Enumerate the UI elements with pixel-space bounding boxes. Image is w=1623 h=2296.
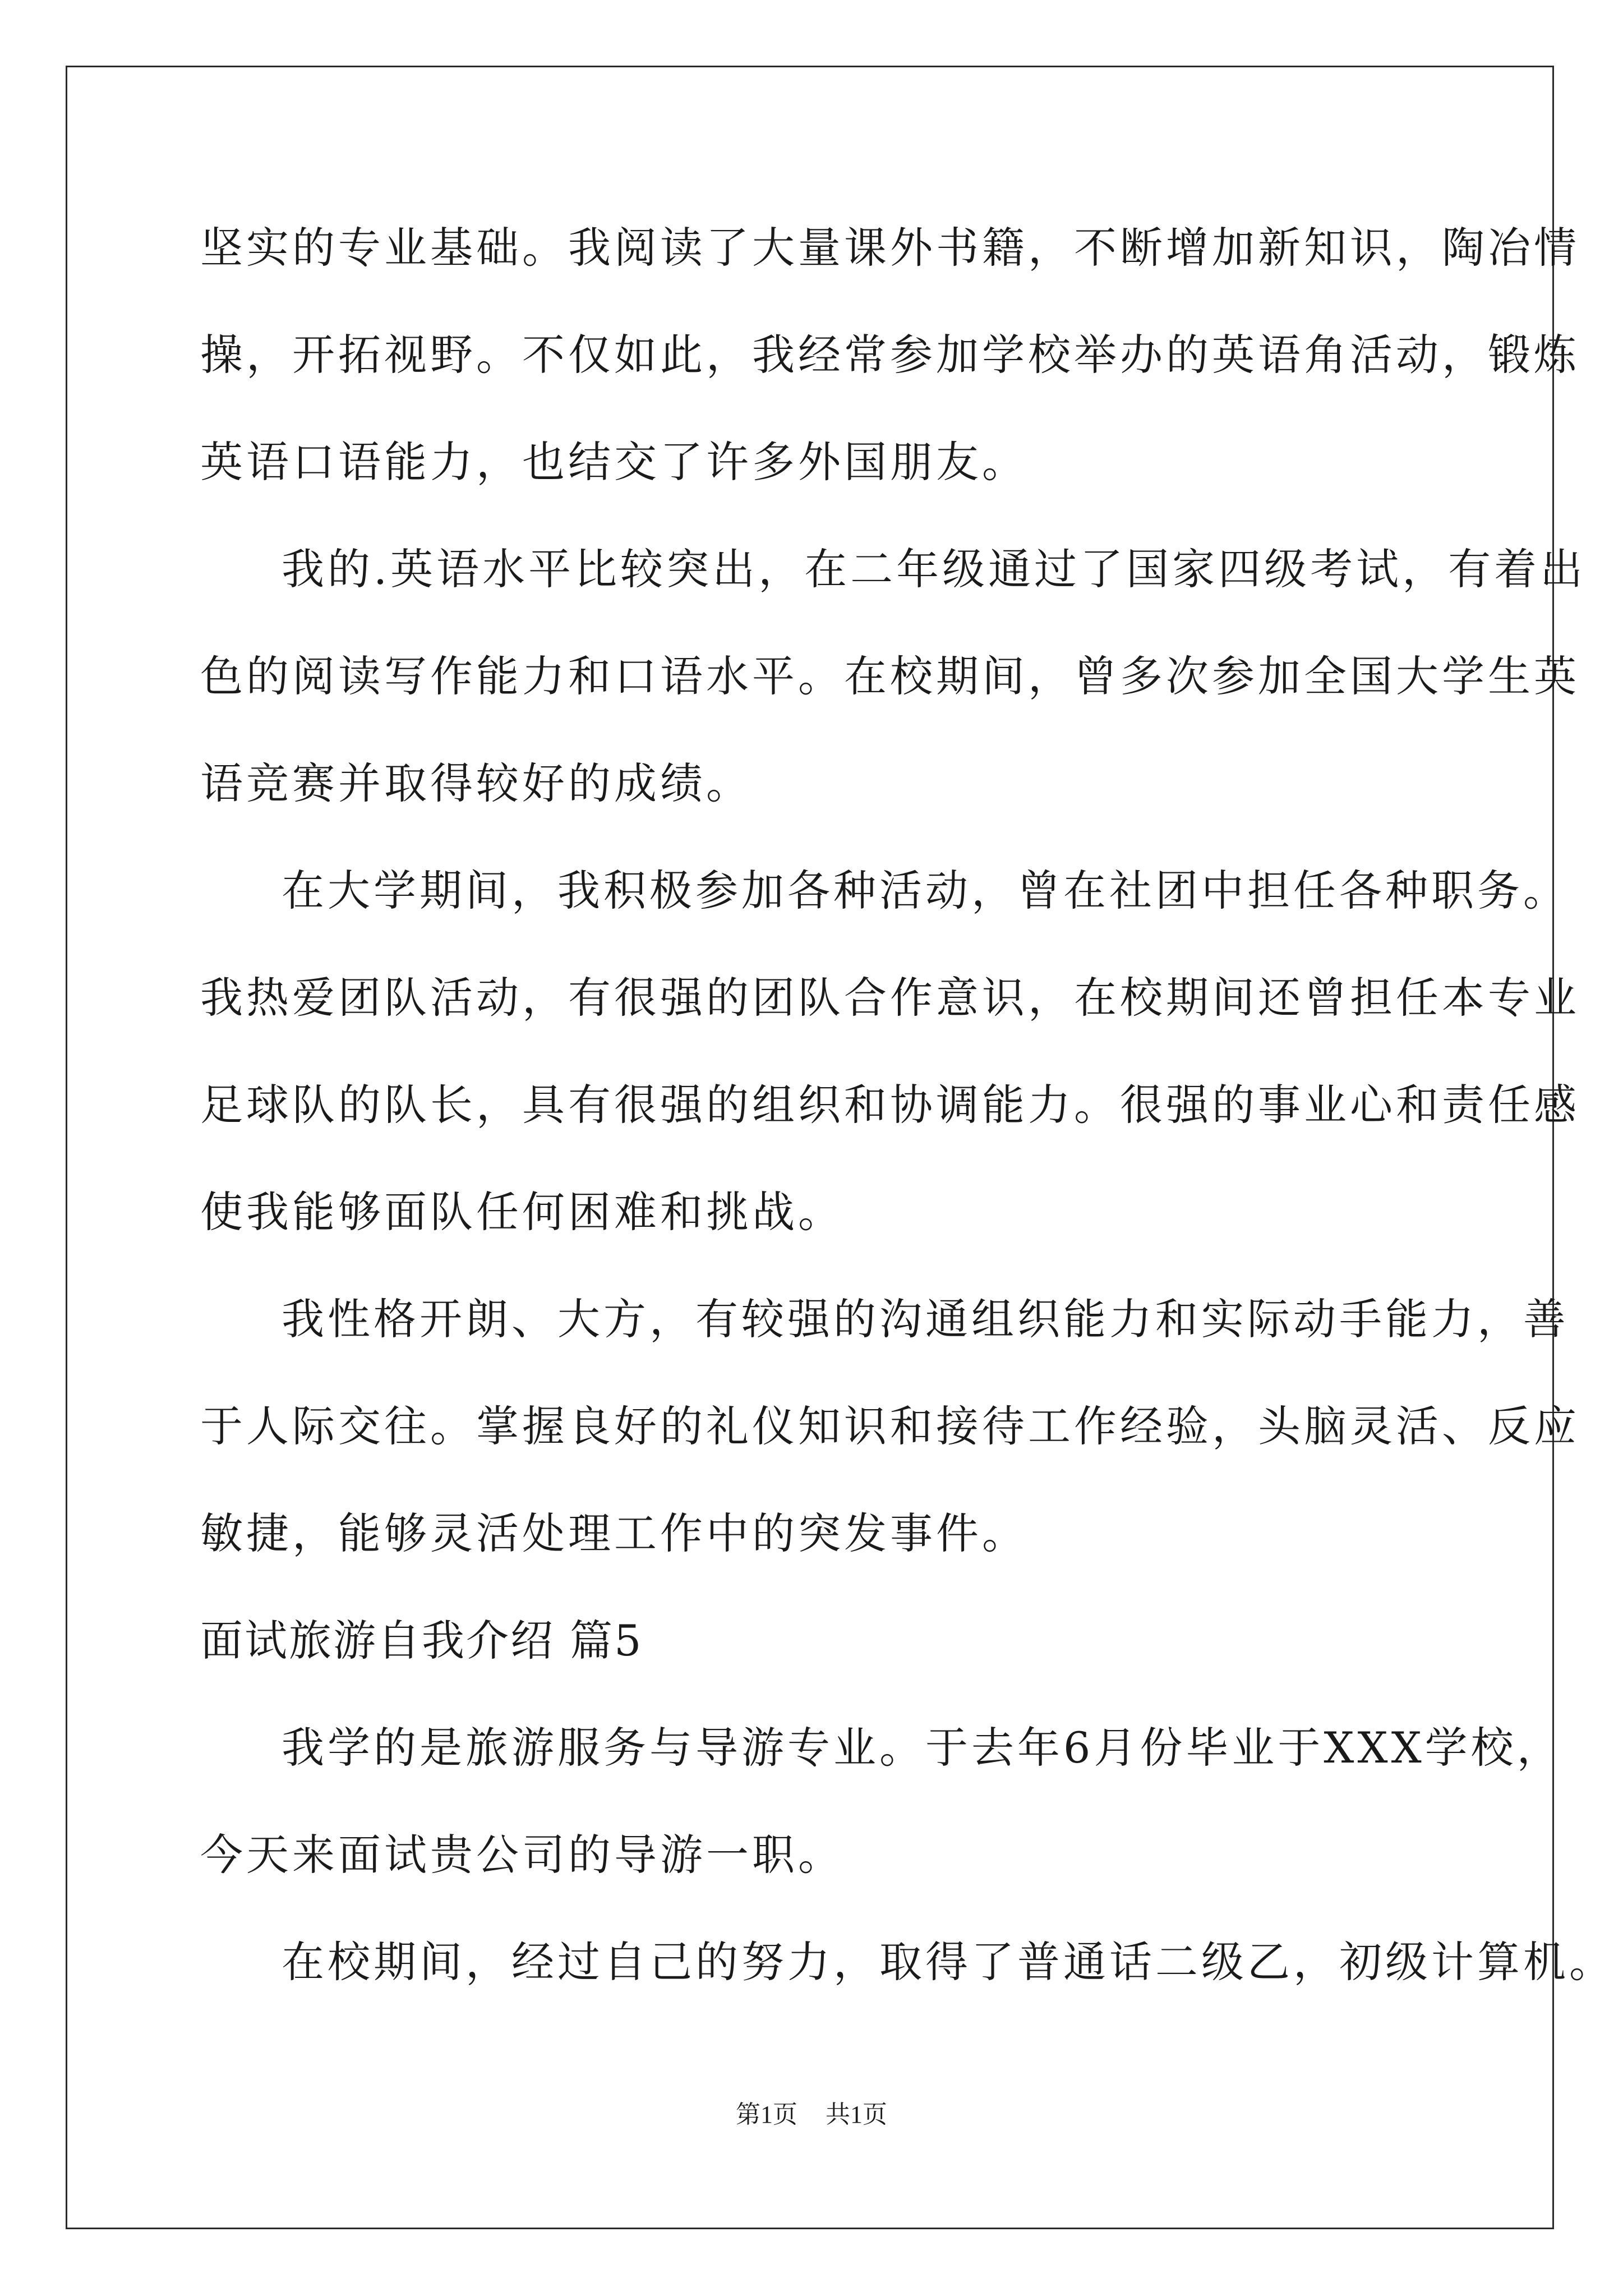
page-total: 共1页 (826, 2101, 887, 2128)
text-line: 敏捷，能够灵活处理工作中的突发事件。 (200, 1508, 1028, 1558)
text-line: 于人际交往。掌握良好的礼仪知识和接待工作经验，头脑灵活、反应 (200, 1401, 1580, 1451)
text-line: 在校期间，经过自己的努力，取得了普通话二级乙，初级计算机。 (282, 1937, 1615, 1987)
document-body (200, 209, 1615, 2030)
page-number: 第1页 (736, 2101, 797, 2128)
text-line: 坚实的专业基础。我阅读了大量课外书籍，不断增加新知识，陶冶情 (200, 223, 1580, 273)
page-footer (0, 2098, 1623, 2132)
text-line: 语竞赛并取得较好的成绩。 (200, 758, 752, 808)
text-line: 操，开拓视野。不仅如此，我经常参加学校举办的英语角活动，锻炼 (200, 330, 1580, 380)
text-line: 我的.英语水平比较突出，在二年级通过了国家四级考试，有着出 (282, 544, 1587, 594)
text-line: 我学的是旅游服务与导游专业。于去年6月份毕业于XXX学校， (282, 1723, 1563, 1773)
text-line: 在大学期间，我积极参加各种活动，曾在社团中担任各种职务。 (282, 866, 1569, 915)
text-line: 我热爱团队活动，有很强的团队合作意识，在校期间还曾担任本专业 (200, 973, 1580, 1023)
text-line: 英语口语能力，也结交了许多外国朋友。 (200, 437, 1028, 487)
text-line: 使我能够面队任何困难和挑战。 (200, 1187, 844, 1237)
text-line: 我性格开朗、大方，有较强的沟通组织能力和实际动手能力，善 (282, 1294, 1569, 1344)
text-line: 足球队的队长，具有很强的组织和协调能力。很强的事业心和责任感 (200, 1080, 1580, 1130)
section-heading: 面试旅游自我介绍 篇5 (200, 1616, 643, 1665)
text-line: 今天来面试贵公司的导游一职。 (200, 1830, 844, 1880)
text-line: 色的阅读写作能力和口语水平。在校期间，曾多次参加全国大学生英 (200, 651, 1580, 701)
